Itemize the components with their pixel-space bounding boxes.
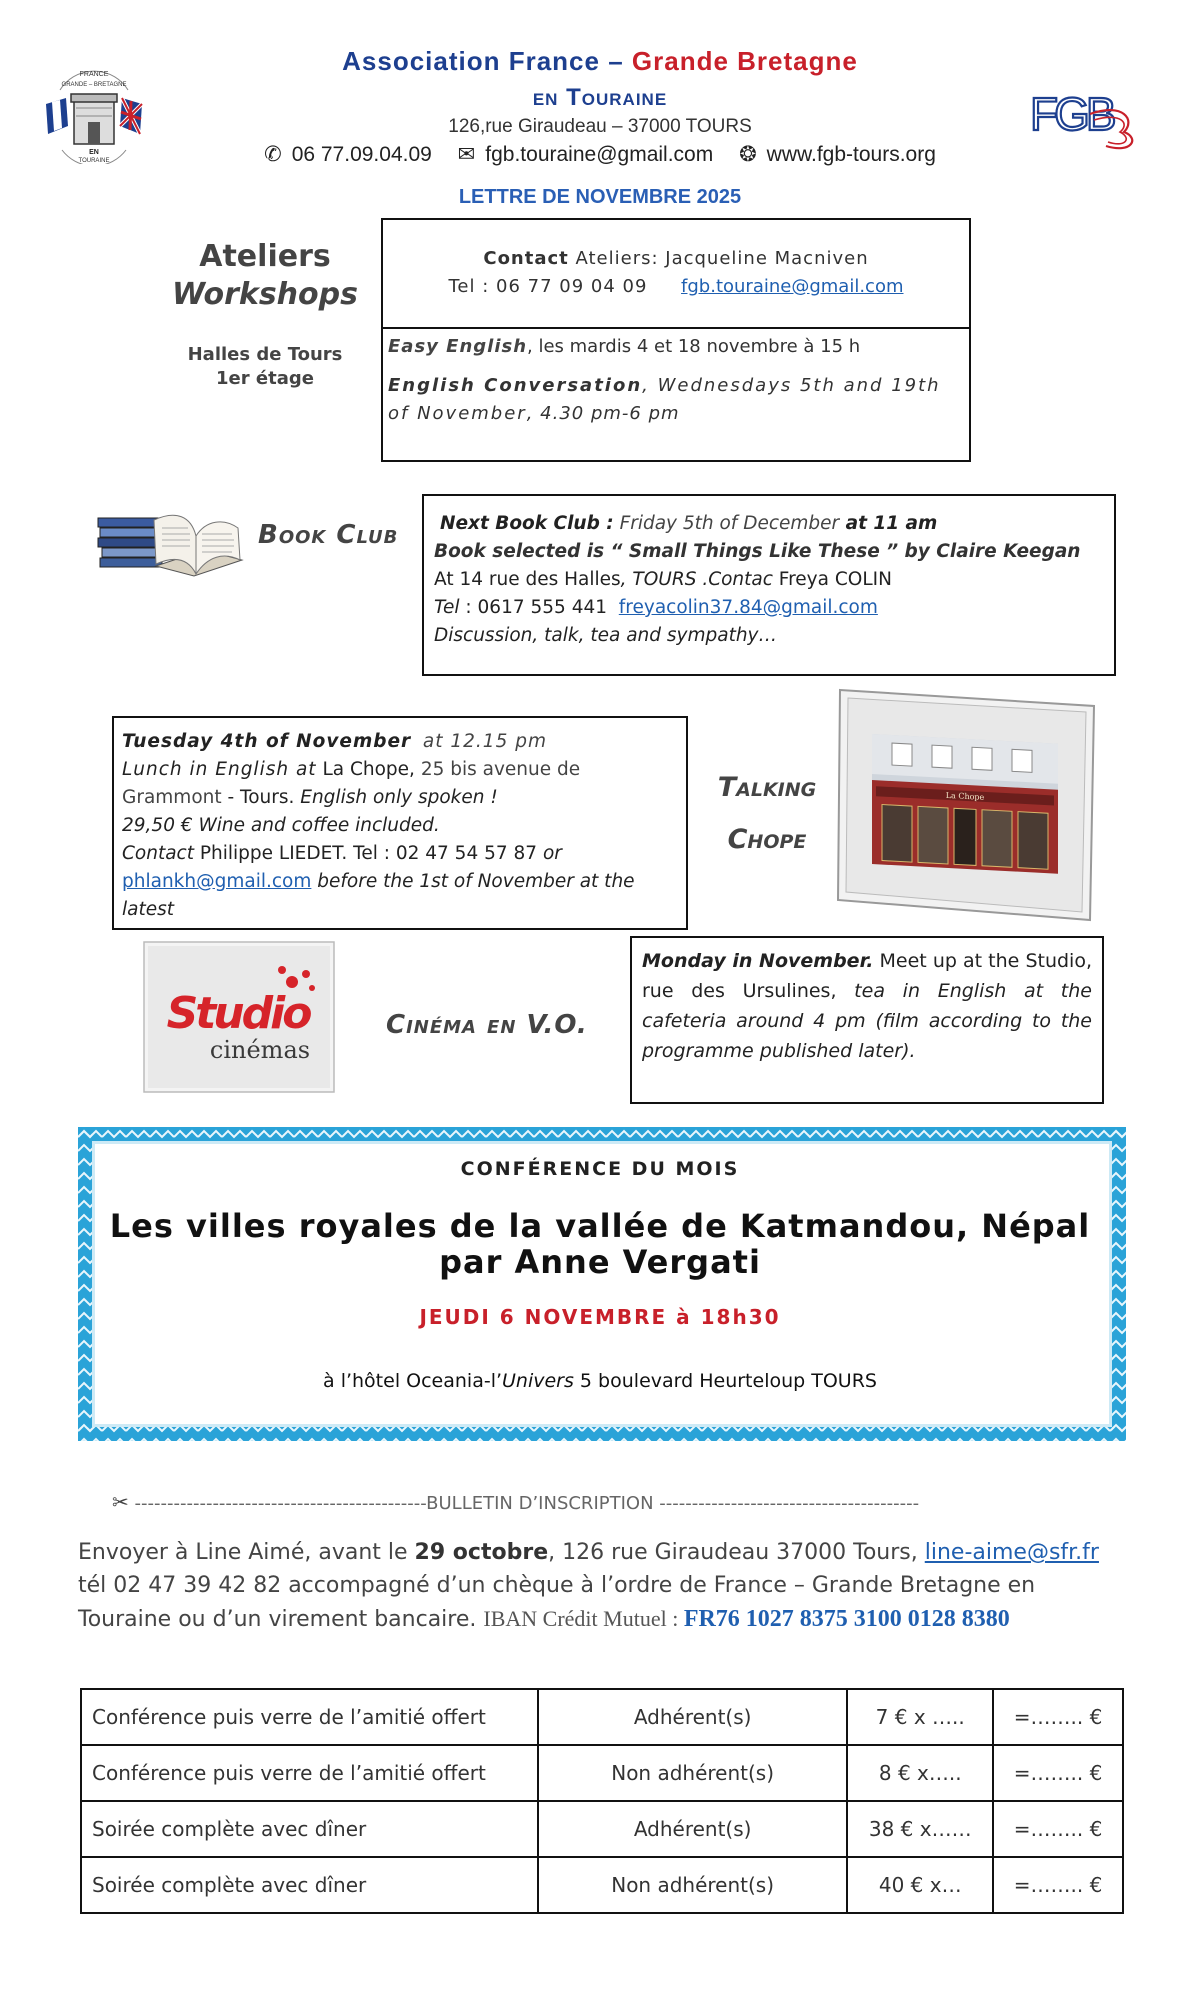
venue-3: 5 boulevard Heurteloup TOURS	[573, 1370, 877, 1392]
book-selected: Book selected is “ Small Things Like These ” by Claire Keegan	[434, 541, 1081, 562]
conversation-when: , Wednesdays 5th and 19th of November	[388, 375, 941, 424]
logo-text-touraine: TOURAINE	[78, 158, 110, 164]
web-icon: ❂	[739, 143, 757, 166]
talking-chope-box	[112, 716, 688, 930]
fee-label: Soirée complète avec dîner	[81, 1801, 538, 1857]
association-subtitle: en Touraine	[532, 84, 668, 111]
conference-title-1: Les villes royales de la vallée de Katmandou, Népal	[109, 1207, 1091, 1245]
conference-title	[0, 1208, 1200, 1280]
ateliers-contact-name: Ateliers: Jacqueline Macniven	[568, 248, 869, 269]
bulletin-line3: Touraine ou d’un virement bancaire.	[78, 1607, 484, 1632]
fgb-logo-text: FGB	[1030, 88, 1113, 140]
association-title	[0, 46, 1200, 77]
studio-cinemas-logo	[142, 940, 338, 1096]
chope-place: La Chope,	[316, 759, 415, 780]
mail-icon: ✉	[457, 143, 476, 166]
title-part-gb: Grande Bretagne	[631, 46, 858, 76]
ateliers-heading	[160, 238, 370, 314]
conversation-time: , 4.30 pm-6 pm	[526, 403, 680, 424]
chope-time: at 12.15 pm	[422, 731, 547, 752]
easy-english-title: Easy English	[388, 336, 528, 357]
talking-chope-label	[702, 762, 832, 866]
book-club-city: , TOURS	[620, 569, 697, 590]
studio-logo-text: Studio	[166, 988, 310, 1039]
ateliers-title-en: Workshops	[172, 277, 358, 312]
book-club-box	[422, 494, 1116, 676]
ateliers-location-2: 1er étage	[216, 368, 314, 389]
letter-title: LETTRE DE NOVEMBRE 2025	[458, 186, 742, 208]
fee-total[interactable]: =…….. €	[993, 1857, 1123, 1913]
table-row	[81, 1801, 1123, 1857]
easy-english-line	[388, 336, 860, 357]
conference-date: JEUDI 6 NOVEMBRE à 18h30	[419, 1305, 781, 1329]
next-book-club-label: Next Book Club :	[440, 513, 614, 534]
bulletin-line1-c: , 126 rue Giraudeau 37000 Tours,	[548, 1540, 925, 1565]
contact-line	[0, 142, 1200, 167]
fee-member-type: Non adhérent(s)	[538, 1857, 847, 1913]
chope-deadline: before the 1st of November at the latest	[122, 871, 635, 920]
book-club-label: Book Club	[258, 520, 399, 550]
fee-label: Soirée complète avec dîner	[81, 1857, 538, 1913]
chope-only-english: English only spoken !	[294, 787, 498, 808]
cinema-box	[630, 936, 1104, 1104]
chope-label-1: Talking	[717, 772, 817, 803]
chope-address: 25 bis avenue de Grammont	[122, 759, 581, 808]
book-club-contact-name: Freya COLIN	[772, 569, 892, 590]
next-book-club-time: at 11 am	[839, 513, 938, 534]
conference-venue	[0, 1370, 1200, 1392]
cinemas-logo-text: cinémas	[209, 1036, 311, 1064]
conference-title-2: par Anne Vergati	[439, 1243, 761, 1281]
bulletin-deadline: 29 octobre	[414, 1540, 549, 1565]
ateliers-location-1: Halles de Tours	[187, 344, 343, 365]
conversation-title: English Conversation	[388, 375, 643, 396]
book-club-tagline: Discussion, talk, tea and sympathy…	[434, 625, 777, 646]
chope-contact-label: Contact	[122, 843, 194, 864]
chope-or: or	[537, 843, 562, 864]
logo-text-en: EN	[89, 149, 99, 156]
book-club-email-link[interactable]: freyacolin37.84@gmail.com	[618, 597, 878, 618]
chope-price: 29,50 € Wine and coffee included.	[122, 815, 440, 836]
book-club-contac: .Contac	[696, 569, 773, 590]
bulletin-text	[78, 1536, 1138, 1636]
header-email[interactable]: fgb.touraine@gmail.com	[485, 143, 714, 166]
next-book-club-date: Friday 5th of December	[613, 513, 840, 534]
table-row	[81, 1857, 1123, 1913]
chope-lunch: Lunch in English at	[122, 759, 317, 780]
association-address: 126,rue Giraudeau – 37000 TOURS	[448, 116, 752, 137]
book-club-tel-label: Tel	[434, 597, 460, 618]
website-link[interactable]: www.fgb-tours.org	[766, 143, 936, 166]
bulletin-separator-text: ---------------------------------------------BULLETIN D’INSCRIPTION ----------------------------------------	[134, 1493, 920, 1514]
chope-city: - Tours.	[221, 787, 295, 808]
cinema-label: Cinéma en V.O.	[386, 1010, 588, 1040]
fee-table	[80, 1688, 1124, 1914]
bulletin-separator	[112, 1490, 1072, 1514]
logo-text-france: FRANCE	[79, 71, 109, 78]
easy-english-when: , les mardis 4 et 18 novembre à 15 h	[527, 336, 861, 357]
fee-price[interactable]: 40 € x…	[847, 1857, 993, 1913]
fee-price[interactable]: 7 € x …..	[847, 1689, 993, 1745]
ateliers-title-fr: Ateliers	[199, 239, 331, 274]
fee-total[interactable]: =…….. €	[993, 1689, 1123, 1745]
table-row	[81, 1745, 1123, 1801]
bulletin-line1-a: Envoyer à Line Aimé, avant le	[78, 1540, 415, 1565]
venue-1: à l’hôtel Oceania-l’	[323, 1370, 503, 1392]
venue-2: Univers	[502, 1370, 574, 1392]
fee-label: Conférence puis verre de l’amitié offert	[81, 1745, 538, 1801]
phone-number: 06 77.09.04.09	[291, 143, 432, 166]
chope-contact-name: Philippe LIEDET. Tel : 02 47 54 57 87	[193, 843, 538, 864]
ateliers-contact-label: Contact	[483, 248, 569, 269]
table-row	[81, 1689, 1123, 1745]
fee-member-type: Adhérent(s)	[538, 1801, 847, 1857]
ateliers-location	[160, 343, 370, 391]
conversation-line	[388, 372, 968, 428]
book-club-tel: : 0617 555 441	[459, 597, 608, 618]
chope-label-2: Chope	[727, 824, 807, 855]
chope-date: Tuesday 4th of November	[122, 731, 412, 752]
la-chope-photo	[836, 688, 1098, 924]
title-part-france: Association France –	[342, 46, 624, 76]
bulletin-line2: tél 02 47 39 42 82 accompagné d’un chèque à l’ordre de France – Grande Bretagne en	[78, 1573, 1036, 1598]
cinema-text-2: tea in English at the cafeteria around 4 pm (film according to the programme published later).	[642, 980, 1092, 1062]
la-chope-sign: La Chope	[945, 790, 985, 802]
fee-member-type: Adhérent(s)	[538, 1689, 847, 1745]
fee-price[interactable]: 8 € x…..	[847, 1745, 993, 1801]
conference-kicker: CONFÉRENCE DU MOIS	[460, 1158, 740, 1180]
fee-total[interactable]: =…….. €	[993, 1801, 1123, 1857]
logo-text-gb: GRANDE – BRETAGNE	[61, 82, 127, 88]
phone-icon: ✆	[264, 143, 282, 166]
cinema-text-1: Meet up at the Studio, rue des Ursulines,	[642, 950, 1092, 1002]
book-club-address: At 14 rue des Halles	[434, 569, 621, 590]
chope-email-link[interactable]: phlankh@gmail.com	[122, 871, 312, 892]
fee-member-type: Non adhérent(s)	[538, 1745, 847, 1801]
books-illustration	[96, 506, 246, 586]
scissors-icon: ✂	[112, 1490, 129, 1514]
fee-label: Conférence puis verre de l’amitié offert	[81, 1689, 538, 1745]
fee-total[interactable]: =…….. €	[993, 1745, 1123, 1801]
ateliers-tel: Tel : 06 77 09 04 09	[448, 276, 648, 297]
ateliers-divider	[381, 327, 971, 329]
ateliers-email-link[interactable]: fgb.touraine@gmail.com	[681, 276, 904, 297]
iban-label: IBAN Crédit Mutuel :	[483, 1606, 684, 1631]
ateliers-contact	[381, 245, 971, 301]
bulletin-email-link[interactable]: line-aime@sfr.fr	[924, 1540, 1099, 1565]
fee-price[interactable]: 38 € x……	[847, 1801, 993, 1857]
cinema-day: Monday in November.	[642, 950, 874, 972]
iban-number: FR76 1027 8375 3100 0128 8380	[683, 1606, 1010, 1632]
